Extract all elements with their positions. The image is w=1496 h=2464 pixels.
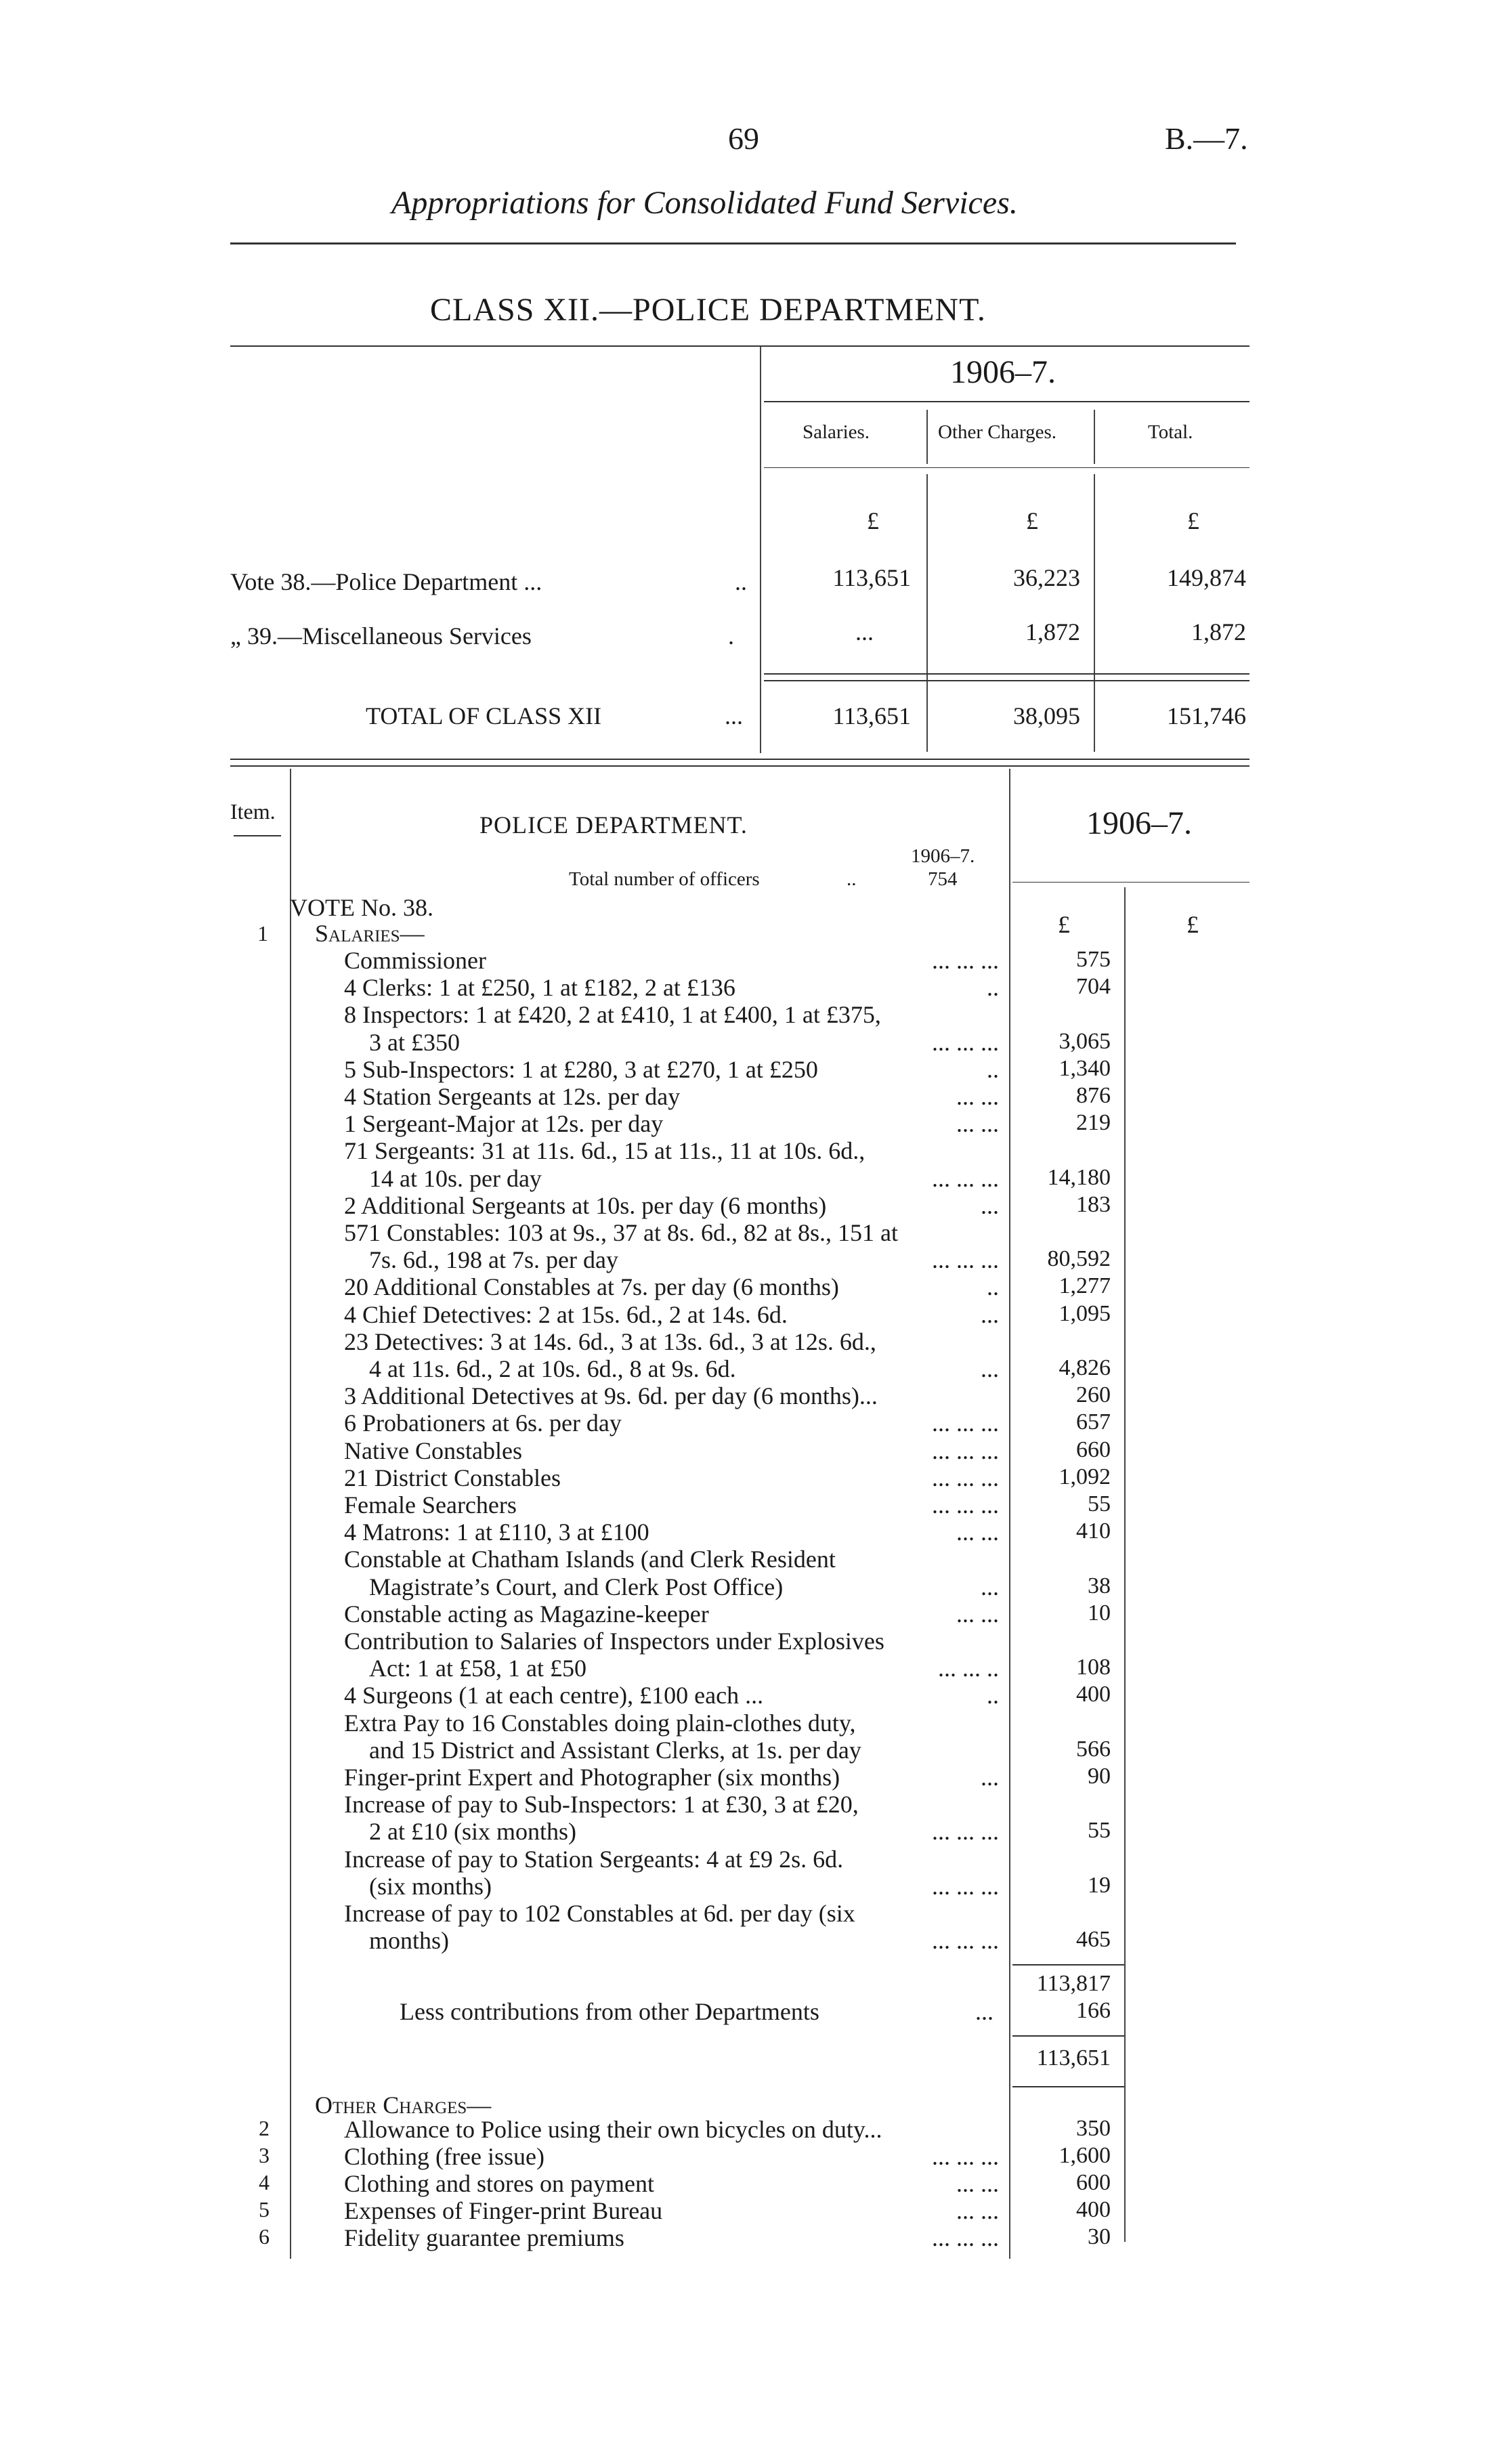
salary-line-text: 14 at 10s. per day: [369, 1164, 542, 1192]
salary-line-amount: 465: [1076, 1927, 1111, 1953]
officers-dots: ..: [847, 868, 857, 890]
summary-total-salaries: 113,651: [832, 702, 911, 729]
detail-top-rule-2: [230, 765, 1249, 767]
salary-line-amount: 90: [1088, 1764, 1111, 1789]
salary-line-text: 3 Additional Detectives at 9s. 6d. per day (6 months)...: [344, 1382, 878, 1410]
other-charge-text: Clothing (free issue): [344, 2143, 544, 2170]
detail-col-divider: [1124, 887, 1126, 2242]
salary-line-amount: 876: [1076, 1083, 1111, 1108]
summary-row-label: Vote 38.—Police Department ...: [230, 568, 542, 595]
other-charge-dots: ... ...: [956, 2197, 999, 2224]
salary-line-amount: 400: [1076, 1682, 1111, 1707]
salary-line-text: Constable acting as Magazine-keeper: [344, 1600, 709, 1628]
currency-total: £: [1187, 507, 1199, 534]
summary-row-total: 149,874: [1167, 564, 1246, 591]
salary-line-dots: ... ... ...: [932, 1872, 999, 1900]
salary-line-dots: ...: [981, 1573, 999, 1600]
salary-line-dots: ...: [981, 1191, 999, 1219]
currency-salaries: £: [867, 507, 879, 534]
summary-total-dots: ...: [725, 702, 743, 729]
summary-row-other: 1,872: [1025, 618, 1080, 645]
salary-line-text: 2 Additional Sergeants at 10s. per day (6 months): [344, 1191, 827, 1219]
salary-line-text: (six months): [369, 1872, 492, 1900]
salary-line-text: Extra Pay to 16 Constables doing plain-clothes duty,: [344, 1709, 856, 1737]
col-salaries-header: Salaries.: [803, 421, 870, 443]
salary-line-dots: ..: [987, 1682, 999, 1709]
officers-label: Total number of officers: [569, 868, 760, 890]
col-total-header: Total.: [1148, 421, 1193, 443]
summary-row-dots: ..: [735, 568, 747, 595]
detail-top-rule-1: [230, 759, 1249, 760]
salary-line-text: Constable at Chatham Islands (and Clerk Resident: [344, 1546, 836, 1573]
summary-total-rule-1: [764, 673, 1249, 675]
salary-line-text: 4 Chief Detectives: 2 at 15s. 6d., 2 at 14s. 6d.: [344, 1300, 788, 1328]
salary-line-dots: ... ...: [956, 1600, 999, 1628]
currency-other: £: [1026, 507, 1038, 534]
salary-line-amount: 704: [1076, 974, 1111, 1000]
salary-line-text: Contribution to Salaries of Inspectors under Explosives: [344, 1628, 884, 1655]
salary-line-amount: 1,095: [1059, 1300, 1111, 1326]
summary-row-total: 1,872: [1191, 618, 1246, 645]
other-charge-text: Allowance to Police using their own bicycles on duty...: [344, 2116, 882, 2143]
salaries-heading: Salaries—: [315, 920, 425, 947]
salary-line-amount: 566: [1076, 1736, 1111, 1762]
salary-line-text: 71 Sergeants: 31 at 11s. 6d., 15 at 11s., 11 at 10s. 6d.,: [344, 1137, 865, 1165]
class-title: CLASS XII.—POLICE DEPARTMENT.: [430, 292, 986, 328]
net-total-rule-2: [1012, 2086, 1124, 2087]
salary-line-dots: ... ...: [956, 1110, 999, 1138]
summary-divider: [760, 347, 761, 753]
summary-row-salaries: 113,651: [832, 564, 911, 591]
salary-line-dots: ... ... ..: [938, 1655, 999, 1682]
salary-line-text: Female Searchers: [344, 1491, 517, 1518]
salary-line-dots: ... ...: [956, 1518, 999, 1546]
salary-line-text: 20 Additional Constables at 7s. per day (6 months): [344, 1273, 839, 1301]
other-charge-amount: 400: [1076, 2197, 1111, 2222]
salary-line-amount: 1,092: [1059, 1464, 1111, 1489]
salary-line-text: 4 Clerks: 1 at £250, 1 at £182, 2 at £136: [344, 974, 735, 1002]
other-charge-item-number: 5: [259, 2197, 270, 2222]
salary-line-dots: ... ... ...: [932, 1164, 999, 1192]
summary-col-divider-2b: [1094, 474, 1095, 752]
salary-line-amount: 1,277: [1059, 1273, 1111, 1299]
summary-colhead-rule: [764, 467, 1249, 468]
salary-line-amount: 38: [1088, 1573, 1111, 1598]
salary-line-text: 1 Sergeant-Major at 12s. per day: [344, 1110, 664, 1138]
salary-line-text: 4 Matrons: 1 at £110, 3 at £100: [344, 1518, 649, 1546]
header-rule: [230, 242, 1236, 245]
other-charge-dots: ... ... ...: [932, 2143, 999, 2170]
salary-line-amount: 660: [1076, 1437, 1111, 1462]
salary-line-dots: ... ... ...: [932, 1437, 999, 1464]
less-contributions-amount: 166: [1076, 1998, 1111, 2023]
salary-line-dots: ... ... ...: [932, 1409, 999, 1437]
salary-line-text: 4 at 11s. 6d., 2 at 10s. 6d., 8 at 9s. 6d.: [369, 1355, 736, 1382]
salary-line-amount: 4,826: [1059, 1355, 1111, 1380]
salary-line-amount: 575: [1076, 947, 1111, 972]
net-total-rule: [1012, 2035, 1124, 2037]
salary-line-amount: 3,065: [1059, 1028, 1111, 1054]
other-charge-dots: ... ...: [956, 2170, 999, 2197]
salary-line-text: 6 Probationers at 6s. per day: [344, 1409, 622, 1437]
salary-line-amount: 55: [1088, 1491, 1111, 1516]
salary-line-dots: ... ... ...: [932, 1028, 999, 1056]
summary-total-label: TOTAL OF CLASS XII: [366, 702, 602, 729]
summary-top-rule: [230, 345, 1249, 347]
salary-line-text: 3 at £350: [369, 1028, 460, 1056]
page-number: 69: [728, 121, 759, 156]
other-charge-amount: 350: [1076, 2116, 1111, 2141]
salary-line-text: 571 Constables: 103 at 9s., 37 at 8s. 6d., 82 at 8s., 151 at: [344, 1219, 898, 1246]
officers-year: 1906–7.: [911, 845, 975, 867]
salary-line-text: 2 at £10 (six months): [369, 1818, 576, 1846]
salary-line-dots: ... ... ...: [932, 1491, 999, 1518]
salary-line-dots: ... ... ...: [932, 1927, 999, 1955]
other-charge-text: Clothing and stores on payment: [344, 2170, 654, 2197]
currency-total: £: [1187, 911, 1199, 938]
salary-line-text: Commissioner: [344, 947, 487, 974]
document-reference: B.—7.: [1165, 121, 1248, 156]
salary-line-dots: ... ... ...: [932, 1246, 999, 1274]
salary-line-amount: 657: [1076, 1409, 1111, 1435]
salary-line-text: months): [369, 1927, 450, 1955]
salary-line-text: Magistrate’s Court, and Clerk Post Office): [369, 1573, 784, 1600]
salary-line-text: Increase of pay to 102 Constables at 6d. per day (six: [344, 1900, 855, 1927]
page-subtitle: Appropriations for Consolidated Fund Services.: [391, 185, 1018, 221]
salary-line-text: 5 Sub-Inspectors: 1 at £280, 3 at £270, 1 at £250: [344, 1055, 818, 1083]
salary-line-amount: 183: [1076, 1191, 1111, 1217]
salary-line-dots: ... ...: [956, 1083, 999, 1110]
salary-line-amount: 108: [1076, 1655, 1111, 1680]
gross-total-rule: [1012, 1964, 1124, 1966]
item-header-rule: [234, 835, 281, 836]
net-salaries-total: 113,651: [1036, 2045, 1111, 2070]
salary-line-dots: ..: [987, 974, 999, 1002]
other-charge-amount: 600: [1076, 2170, 1111, 2195]
summary-year: 1906–7.: [950, 354, 1056, 390]
other-charge-dots: ... ... ...: [932, 2224, 999, 2251]
salary-line-dots: ...: [981, 1300, 999, 1328]
salary-line-text: 8 Inspectors: 1 at £420, 2 at £410, 1 at £400, 1 at £375,: [344, 1001, 881, 1029]
salary-line-text: and 15 District and Assistant Clerks, at 1s. per day: [369, 1736, 861, 1764]
salary-line-amount: 19: [1088, 1872, 1111, 1898]
less-contributions-label: Less contributions from other Departments: [400, 1998, 819, 2025]
summary-col-divider-2: [1094, 410, 1095, 464]
salary-line-dots: ...: [981, 1355, 999, 1382]
salary-line-text: Native Constables: [344, 1437, 522, 1464]
salary-line-text: 21 District Constables: [344, 1464, 561, 1491]
salaries-item-number: 1: [257, 921, 268, 946]
salary-line-amount: 1,340: [1059, 1055, 1111, 1081]
less-contributions-dots: ...: [975, 1998, 993, 2025]
other-charge-amount: 1,600: [1059, 2143, 1111, 2168]
salary-line-amount: 55: [1088, 1818, 1111, 1844]
salary-line-dots: ..: [987, 1055, 999, 1083]
salary-line-dots: ..: [987, 1273, 999, 1301]
salary-line-dots: ... ... ...: [932, 1818, 999, 1846]
other-charges-heading: Other Charges—: [315, 2091, 492, 2119]
salary-line-amount: 80,592: [1047, 1246, 1111, 1272]
salary-line-dots: ... ... ...: [932, 947, 999, 974]
currency-amount: £: [1058, 911, 1070, 938]
gross-salaries-total: 113,817: [1036, 1971, 1111, 1996]
salary-line-dots: ... ... ...: [932, 1464, 999, 1491]
summary-row-label: „ 39.—Miscellaneous Services: [230, 622, 532, 650]
summary-total-rule-2: [764, 680, 1249, 681]
item-column-header: Item.: [230, 799, 276, 824]
summary-year-rule: [764, 401, 1249, 402]
salary-line-text: Act: 1 at £58, 1 at £50: [369, 1655, 586, 1682]
salary-line-amount: 260: [1076, 1382, 1111, 1408]
summary-row-salaries: ...: [855, 618, 874, 645]
other-charge-text: Fidelity guarantee premiums: [344, 2224, 624, 2251]
other-charge-item-number: 4: [259, 2170, 270, 2194]
salary-line-amount: 14,180: [1047, 1164, 1111, 1190]
col-other-charges-header: Other Charges.: [938, 421, 1057, 443]
summary-total-other: 38,095: [1013, 702, 1080, 729]
salary-line-text: 7s. 6d., 198 at 7s. per day: [369, 1246, 618, 1274]
salary-line-text: 4 Surgeons (1 at each centre), £100 each ...: [344, 1682, 764, 1709]
salary-line-text: Increase of pay to Sub-Inspectors: 1 at £30, 3 at £20,: [344, 1791, 859, 1819]
department-title: POLICE DEPARTMENT.: [479, 811, 748, 838]
other-charge-item-number: 2: [259, 2116, 270, 2140]
salary-line-amount: 219: [1076, 1110, 1111, 1136]
other-charge-item-number: 3: [259, 2143, 270, 2167]
officers-count: 754: [928, 868, 958, 890]
summary-col-divider-1: [926, 410, 928, 464]
other-charge-amount: 30: [1088, 2224, 1111, 2249]
salary-line-dots: ...: [981, 1764, 999, 1791]
salary-line-text: Increase of pay to Station Sergeants: 4 at £9 2s. 6d.: [344, 1845, 844, 1873]
other-charge-item-number: 6: [259, 2224, 270, 2249]
other-charge-text: Expenses of Finger-print Bureau: [344, 2197, 663, 2224]
salary-line-text: Finger-print Expert and Photographer (six months): [344, 1764, 840, 1791]
salary-line-amount: 410: [1076, 1518, 1111, 1544]
detail-year: 1906–7.: [1086, 805, 1192, 841]
summary-row-other: 36,223: [1013, 564, 1080, 591]
salary-line-text: 23 Detectives: 3 at 14s. 6d., 3 at 13s. 6d., 3 at 12s. 6d.,: [344, 1327, 876, 1355]
vote-label: VOTE No. 38.: [290, 894, 433, 921]
detail-item-divider: [290, 769, 291, 2259]
salary-line-text: 4 Station Sergeants at 12s. per day: [344, 1083, 681, 1110]
detail-colhead-rule: [1012, 882, 1249, 883]
summary-total-total: 151,746: [1167, 702, 1246, 729]
summary-col-divider-1b: [926, 474, 928, 752]
salary-line-amount: 10: [1088, 1600, 1111, 1626]
summary-row-dots: .: [728, 622, 734, 650]
